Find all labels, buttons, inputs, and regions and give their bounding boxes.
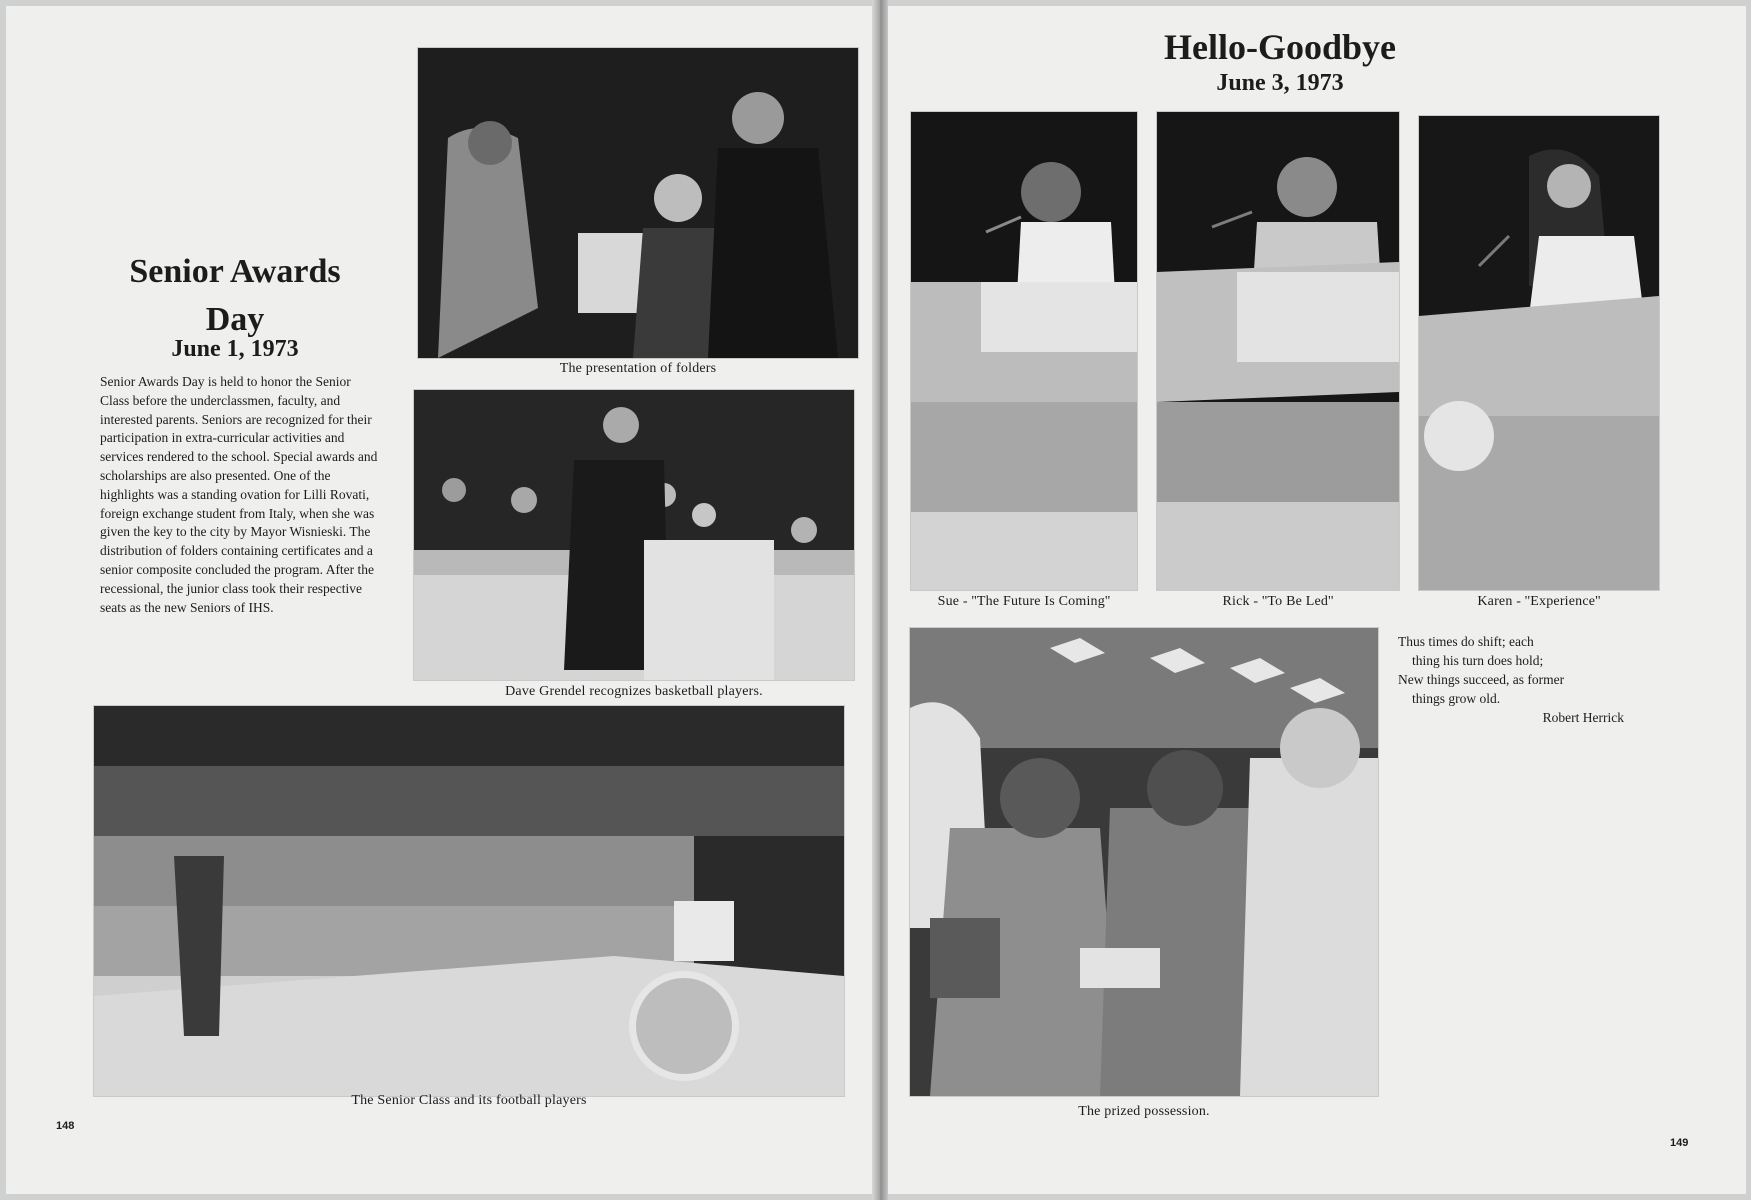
book-gutter <box>872 0 888 1200</box>
photo-karen <box>1419 116 1659 590</box>
poem-line: New things succeed, as former <box>1398 672 1565 687</box>
caption-prized-possession: The prized possession. <box>1078 1104 1210 1119</box>
caption-presentation-of-folders: The presentation of folders <box>559 361 717 376</box>
caption-rick: Rick - ''To Be Led'' <box>1222 594 1334 609</box>
page-number-left: 148 <box>56 1120 75 1132</box>
left-page-date: June 1, 1973 <box>171 336 299 362</box>
right-page-date: June 3, 1973 <box>1216 70 1344 96</box>
page-number-right: 149 <box>1670 1137 1689 1149</box>
photo-presentation-of-folders <box>418 48 858 358</box>
right-page-title: Hello-Goodbye <box>1164 27 1396 67</box>
poem-line: Thus times do shift; each <box>1398 634 1534 649</box>
caption-karen: Karen - ''Experience'' <box>1477 594 1601 609</box>
poem-line: things grow old. <box>1412 691 1501 706</box>
photo-rick <box>1157 112 1399 590</box>
photo-senior-class-football <box>94 706 844 1096</box>
caption-basketball-players: Dave Grendel recognizes basketball players. <box>505 684 763 699</box>
left-page-title: Senior Awards Day <box>129 253 341 338</box>
photo-sue <box>911 112 1137 590</box>
caption-senior-class-football: The Senior Class and its football players <box>351 1093 587 1108</box>
poem-line: thing his turn does hold; <box>1412 653 1544 668</box>
left-page-body-text: Senior Awards Day is held to honor the Senior Class before the underclassmen, faculty, and interested parents. Seniors are recognized for their participation in extra-curricular activities and services rendered to the school. Special awards and scholarships are also presented. One of the highlights was a standing ovation for Lilli Rovati, foreign exchange student from Italy, when she was given the key to the city by Mayor Wisnieski. The distribution of folders containing certificates and a senior composite concluded the program. After the recessional, the junior class took their respective seats as the new Seniors of IHS. <box>100 374 378 615</box>
photo-basketball-players <box>414 390 854 680</box>
caption-sue: Sue - ''The Future Is Coming'' <box>937 594 1111 609</box>
poem-author: Robert Herrick <box>1542 710 1624 725</box>
photo-prized-possession <box>910 628 1378 1096</box>
poem-quote <box>1398 632 1648 727</box>
